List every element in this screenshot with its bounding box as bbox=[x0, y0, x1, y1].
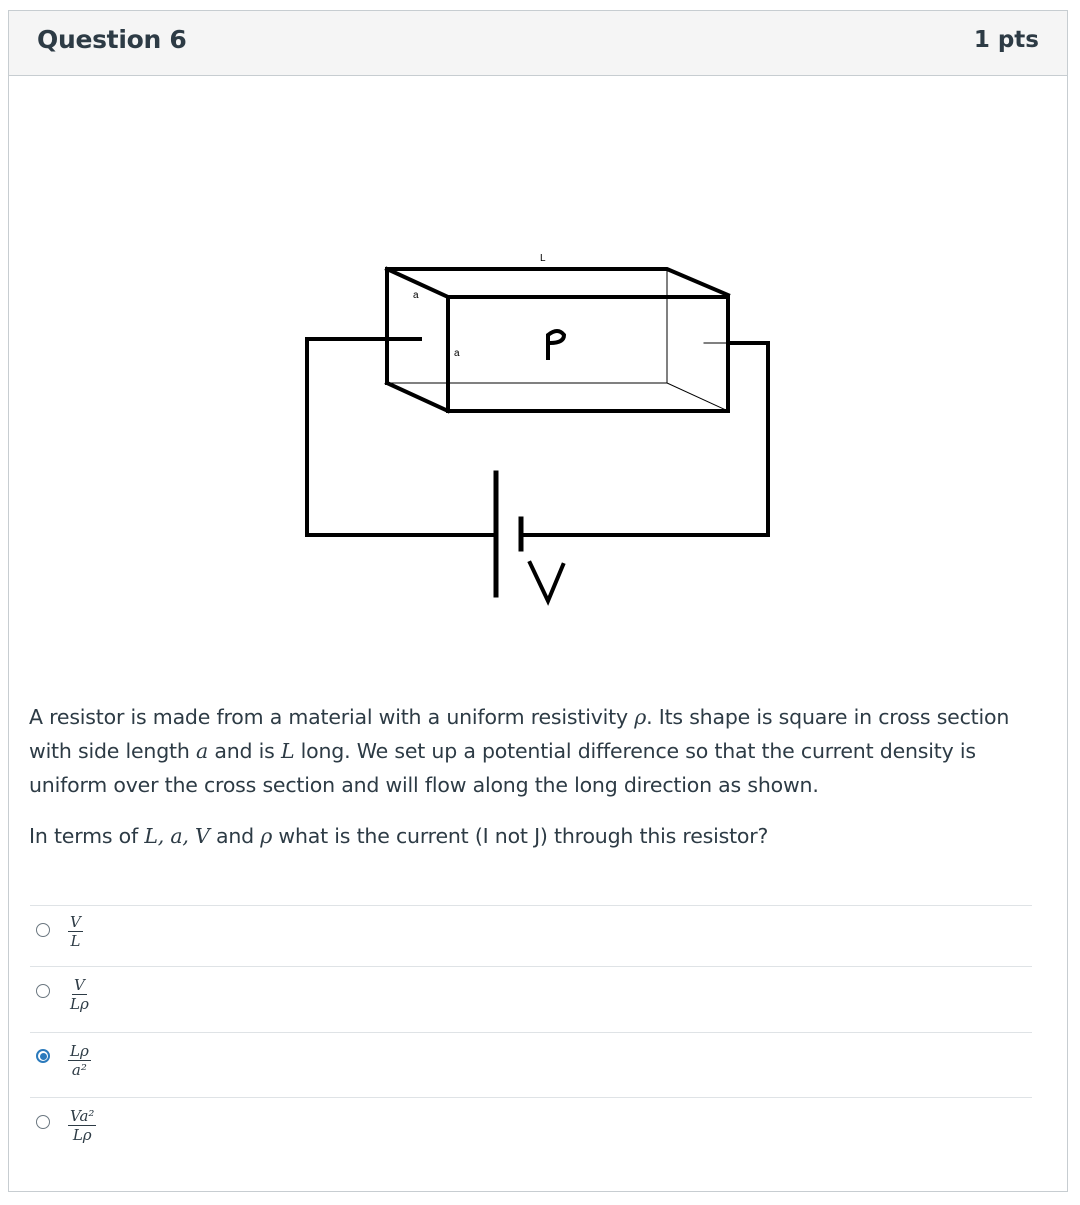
left-wire bbox=[307, 339, 494, 535]
text-segment: long. We set up a potential difference so that the current density is bbox=[294, 739, 976, 763]
fraction-numerator: V bbox=[70, 913, 81, 931]
math-a: a bbox=[196, 739, 209, 763]
answer-option-3[interactable] bbox=[30, 1033, 1032, 1093]
text-segment: In terms of bbox=[29, 824, 145, 848]
fraction-numerator: V bbox=[73, 976, 85, 994]
label-L: L bbox=[540, 253, 546, 264]
math-vars: L, a, V bbox=[144, 824, 210, 848]
rho-glyph bbox=[548, 331, 564, 358]
text-segment: A resistor is made from a material with a uniform resistivity bbox=[29, 705, 635, 729]
answer-fraction bbox=[68, 1108, 96, 1143]
radio-button[interactable] bbox=[36, 923, 50, 937]
fraction-numerator: Lρ bbox=[70, 1042, 89, 1060]
text-segment: and is bbox=[208, 739, 281, 763]
box-bottom-left-diagonal bbox=[387, 383, 448, 411]
question-points: 1 pts bbox=[973, 27, 1039, 53]
math-L: L bbox=[280, 739, 295, 763]
question-header bbox=[9, 11, 1067, 76]
label-a-top: a bbox=[413, 290, 419, 301]
fraction-denominator: L bbox=[70, 932, 81, 950]
fraction-numerator: Va² bbox=[70, 1107, 95, 1125]
question-text-paragraph-1 bbox=[29, 700, 1029, 802]
text-segment: and bbox=[209, 824, 261, 848]
right-wire bbox=[522, 343, 768, 535]
box-hidden-bottom-diagonal bbox=[667, 383, 728, 411]
fraction-denominator: a² bbox=[71, 1061, 87, 1079]
box-front-face bbox=[448, 297, 728, 411]
text-segment: uniform over the cross section and will flow along the long direction as shown. bbox=[29, 773, 819, 797]
fraction-denominator: Lρ bbox=[72, 1126, 92, 1144]
answer-option-4[interactable] bbox=[30, 1098, 1032, 1158]
v-glyph bbox=[530, 563, 563, 601]
answer-fraction bbox=[68, 1043, 91, 1078]
answer-option-1[interactable] bbox=[30, 906, 1032, 966]
text-segment: what is the current (I not J) through this resistor? bbox=[272, 824, 769, 848]
math-rho: ρ bbox=[260, 824, 273, 848]
answer-fraction bbox=[68, 977, 91, 1012]
text-segment: with side length bbox=[29, 739, 196, 763]
math-rho: ρ bbox=[634, 705, 647, 729]
answer-fraction bbox=[68, 914, 83, 949]
text-segment: . Its shape is square in cross section bbox=[646, 705, 1010, 729]
label-a-front: a bbox=[454, 348, 460, 359]
circuit-diagram bbox=[296, 243, 786, 608]
question-text-paragraph-2 bbox=[29, 819, 1029, 853]
radio-button[interactable] bbox=[36, 1115, 50, 1129]
radio-button-selected[interactable] bbox=[36, 1049, 50, 1063]
radio-button[interactable] bbox=[36, 984, 50, 998]
fraction-denominator: Lρ bbox=[70, 995, 89, 1013]
answer-option-2[interactable] bbox=[30, 967, 1032, 1027]
question-title: Question 6 bbox=[37, 25, 187, 54]
